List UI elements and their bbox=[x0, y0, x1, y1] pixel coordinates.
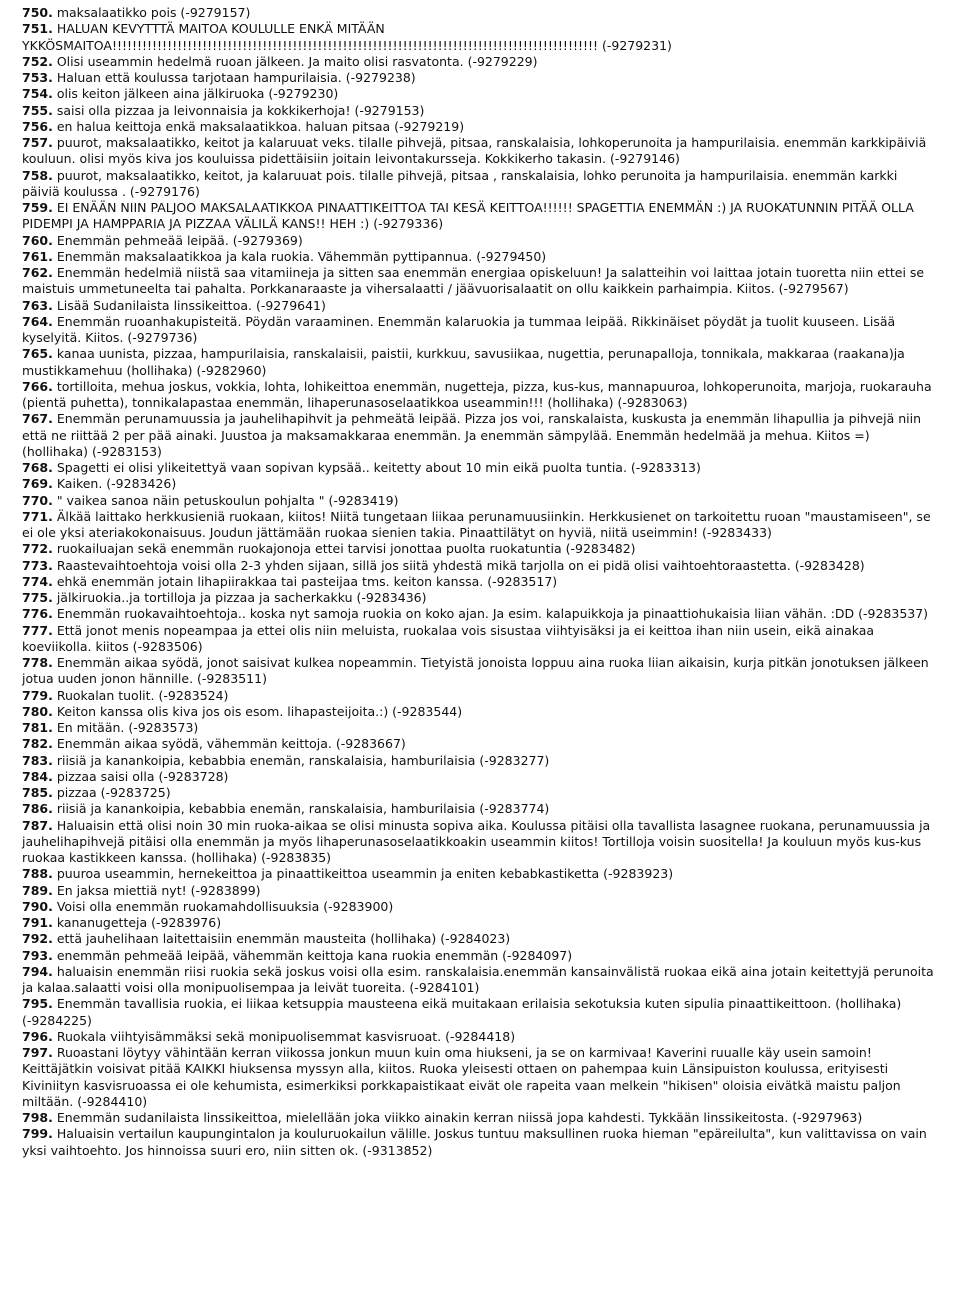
entry-text: Enemmän ruoanhakupisteitä. Pöydän varaaminen. Enemmän kalaruokia ja tummaa leipää. Rikkinäiset pöydät ja tuolit kuuseen. Lisää kyselyitä. Kiitos. (-9279736) bbox=[22, 313, 896, 345]
entry-text: Lisää Sudanilaista linssikeittoa. (-9279641) bbox=[56, 297, 326, 313]
entry-text: Spagetti ei olisi ylikeitettyä vaan sopivan kypsää.. keitetty about 10 min eikä puolta tuntia. (-9283313) bbox=[56, 460, 701, 475]
entry-number: 765. bbox=[22, 346, 53, 362]
entry-number: 751. bbox=[22, 21, 53, 37]
feedback-entry bbox=[22, 801, 938, 817]
entry-number: 780. bbox=[22, 703, 53, 719]
feedback-entry bbox=[22, 5, 938, 21]
feedback-entry bbox=[22, 476, 938, 492]
entry-text: Haluaisin vertailun kaupungintalon ja kouluruokailun välille. Joskus tuntuu maksullinen ruoka hieman "epäreilulta", kun valittavissa on vain yksi vaihtoehto. Jos hinnoissa suuri ero, niin sitten ok. (-9313852) bbox=[22, 1126, 927, 1158]
entry-text: Ruokalan tuolit. (-9283524) bbox=[56, 687, 229, 703]
entry-number: 764. bbox=[22, 313, 53, 329]
entry-number: 788. bbox=[22, 866, 53, 882]
entry-text: riisiä ja kanankoipia, kebabbia enemän, ranskalaisia, hamburilaisia (-9283277) bbox=[56, 752, 550, 768]
entry-number: 763. bbox=[22, 297, 53, 313]
entry-number: 774. bbox=[22, 573, 53, 589]
entry-number: 779. bbox=[22, 687, 53, 703]
entry-number: 773. bbox=[22, 557, 53, 573]
entry-text: ehkä enemmän jotain lihapiirakkaa tai pasteijaa tms. keiton kanssa. (-9283517) bbox=[56, 573, 558, 589]
entry-number: 762. bbox=[22, 265, 53, 280]
entry-number: 756. bbox=[22, 118, 53, 134]
feedback-entry bbox=[22, 688, 938, 704]
feedback-entry bbox=[22, 704, 938, 720]
entry-number: 755. bbox=[22, 102, 53, 118]
entry-text: Raastevaihtoehtoja voisi olla 2-3 yhden sijaan, sillä jos siitä yhdestä mikä tarjolla on ei pidä olisi vaihtoehtoraastetta. (-9283428) bbox=[56, 557, 865, 573]
entry-text: Haluan että koulussa tarjotaan hampurilaisia. (-9279238) bbox=[56, 70, 416, 85]
entry-number: 752. bbox=[22, 53, 53, 69]
feedback-entry bbox=[22, 1110, 938, 1126]
entry-number: 750. bbox=[22, 5, 53, 20]
feedback-entry bbox=[22, 265, 938, 298]
entry-number: 754. bbox=[22, 86, 53, 102]
feedback-entry bbox=[22, 70, 938, 86]
feedback-entry bbox=[22, 509, 938, 542]
entry-text: Voisi olla enemmän ruokamahdollisuuksia (-9283900) bbox=[56, 898, 394, 914]
entry-text: Että jonot menis nopeampaa ja ettei olis niin meluista, ruokalaa vois sisustaa viihtyisäksi ja ei keittoa ihan niin usein, eikä ainakaa koeviikolla. kiitos (-9283506) bbox=[22, 622, 875, 654]
entry-text: pizzaa saisi olla (-9283728) bbox=[56, 768, 229, 784]
feedback-entry bbox=[22, 460, 938, 476]
entry-number: 798. bbox=[22, 1110, 53, 1125]
entry-text: haluaisin enemmän riisi ruokia sekä joskus voisi olla esim. ranskalaisia.enemmän kansainvälistä ruokaa eikä aina jotain keitettyjä perunoita ja kalaa.salaatti voisi olla monipuolisempaa ja leivät tuoreita. (-9284101) bbox=[22, 963, 934, 995]
entry-number: 760. bbox=[22, 232, 53, 248]
feedback-entry bbox=[22, 623, 938, 656]
feedback-entry bbox=[22, 298, 938, 314]
entry-text: HALUAN KEVYTTTÄ MAITOA KOULULLE ENKÄ MITÄÄN YKKÖSMAITOA!!!!!!!!!!!!!!!!!!!!!!!!!!!!!!!!!!!!!!!!!!!!!!!!!!!!!!!!!!!!!!!!!!!!!!!!!!!!!!!!!!!!!!!!!!!!!!!!! (-9279231) bbox=[22, 21, 672, 53]
feedback-entry bbox=[22, 558, 938, 574]
feedback-entry bbox=[22, 346, 938, 379]
entry-number: 767. bbox=[22, 411, 53, 427]
entry-number: 794. bbox=[22, 963, 53, 979]
feedback-entry bbox=[22, 948, 938, 964]
feedback-entry bbox=[22, 866, 938, 882]
feedback-entry bbox=[22, 379, 938, 412]
entry-text: Enemmän aikaa syödä, vähemmän keittoja. (-9283667) bbox=[56, 736, 406, 752]
feedback-entry bbox=[22, 899, 938, 915]
feedback-entry bbox=[22, 720, 938, 736]
feedback-entry bbox=[22, 168, 938, 201]
entry-number: 783. bbox=[22, 752, 53, 768]
entry-text: EI ENÄÄN NIIN PALJOO MAKSALAATIKKOA PINAATTIKEITTOA TAI KESÄ KEITTOA!!!!!! SPAGETTIA ENEMMÄN :) JA RUOKATUNNIN PITÄÄ OLLA PIDEMPI JA HAMPPARIA JA PIZZAA VÄLILÄ KANS!! HEH :) (-9279336) bbox=[22, 200, 914, 232]
feedback-entry bbox=[22, 996, 938, 1029]
entry-number: 793. bbox=[22, 947, 53, 963]
entry-text: Haluaisin että olisi noin 30 min ruoka-aikaa se olisi minusta sopiva aika. Koulussa pitäisi olla tavallista lasagnee ruokana, perunamuussia ja jauhelihapihvejä pitäisi olla enemmän ja myös lihaperunasoselaatikkoakin useammin kiitos! Tortilloja voisin suositella! Ja kouluun myös kus-kus ruokaa kastikkeen kanssa. (hollihaka) (-9283835) bbox=[22, 817, 931, 865]
feedback-entry bbox=[22, 769, 938, 785]
feedback-entry bbox=[22, 493, 938, 509]
entry-text: puuroa useammin, hernekeittoa ja pinaattikeittoa useammin ja eniten kebabkastiketta (-9283923) bbox=[56, 866, 674, 882]
feedback-entry bbox=[22, 86, 938, 102]
entry-text: Ruoastani löytyy vähintään kerran viikossa jonkun muun kuin oma hiukseni, ja se on karmivaa! Kaverini ruualle käy usein samoin! Keittäjätkin voisivat pitää KAIKKI hiuksensa myssyn alla, kiitos. Ruoka yleisesti ottaen on pahempaa kuin Länsipuiston koulussa, erityisesti Kiviniityn kasvisruoassa ei ole kehumista, esimerkiksi porkkapaistikaat eivät ole rapeita vaan melkein "hikisen" oloisia eivätkä maistu paljon miltään. (-9284410) bbox=[22, 1045, 901, 1109]
entry-number: 796. bbox=[22, 1028, 53, 1044]
entry-text: puurot, maksalaatikko, keitot ja kalaruuat veks. tilalle pihvejä, pitsaa, ranskalaisia, lohkoperunoita ja hampurilaisia. enemmän karkkipäiviä kouluun. olisi myös kiva jos kouluissa pidettäisiin joitain leivontakursseja. Kokkikerho takasin. (-9279146) bbox=[22, 135, 927, 167]
entry-text: Enemmän sudanilaista linssikeittoa, mielellään joka viikko ainakin kerran niissä jopa kahdesti. Tykkään linssikeitosta. (-9297963) bbox=[56, 1110, 863, 1125]
entry-text: jälkiruokia..ja tortilloja ja pizzaa ja sacherkakku (-9283436) bbox=[56, 590, 427, 605]
entry-number: 776. bbox=[22, 606, 53, 622]
feedback-entry bbox=[22, 655, 938, 688]
entry-text: olis keiton jälkeen aina jälkiruoka (-9279230) bbox=[56, 86, 339, 102]
entry-text: Olisi useammin hedelmä ruoan jälkeen. Ja maito olisi rasvatonta. (-9279229) bbox=[56, 53, 538, 69]
entry-number: 789. bbox=[22, 882, 53, 898]
entry-text: kananugetteja (-9283976) bbox=[56, 915, 222, 930]
entry-text: saisi olla pizzaa ja leivonnaisia ja kokkikerhoja! (-9279153) bbox=[56, 102, 425, 118]
entry-text: Enemmän aikaa syödä, jonot saisivat kulkea nopeammin. Tietyistä jonoista loppuu aina ruoka liian aikaisin, kurja pitkän jonotuksen jälkeen jotua uuden jonon hännille. (-9283511) bbox=[22, 655, 929, 687]
feedback-entry bbox=[22, 915, 938, 931]
entry-text: En jaksa miettiä nyt! (-9283899) bbox=[56, 882, 261, 898]
entry-number: 786. bbox=[22, 801, 53, 817]
feedback-entry bbox=[22, 931, 938, 947]
entry-number: 766. bbox=[22, 378, 53, 394]
entry-number: 769. bbox=[22, 476, 53, 492]
feedback-entry bbox=[22, 200, 938, 233]
feedback-entry bbox=[22, 753, 938, 769]
feedback-entry bbox=[22, 54, 938, 70]
feedback-entry bbox=[22, 883, 938, 899]
entry-text: Ruokala viihtyisämmäksi sekä monipuolisemmat kasvisruoat. (-9284418) bbox=[56, 1028, 516, 1044]
entry-number: 771. bbox=[22, 508, 53, 524]
feedback-entry bbox=[22, 314, 938, 347]
entry-text: Enemmän ruokavaihtoehtoja.. koska nyt samoja ruokia on koko ajan. Ja esim. kalapuikkoja ja pinaattiohukaisia liian vähän. :DD (-9283537) bbox=[56, 606, 929, 622]
entry-text: riisiä ja kanankoipia, kebabbia enemän, ranskalaisia, hamburilaisia (-9283774) bbox=[56, 801, 550, 817]
feedback-entry bbox=[22, 119, 938, 135]
entry-number: 791. bbox=[22, 915, 53, 930]
feedback-entry bbox=[22, 103, 938, 119]
entry-number: 758. bbox=[22, 167, 53, 183]
entry-number: 753. bbox=[22, 70, 53, 85]
entry-text: Enemmän pehmeää leipää. (-9279369) bbox=[56, 232, 303, 248]
entry-text: tortilloita, mehua joskus, vokkia, lohta, lohikeittoa enemmän, nugetteja, pizza, kus-kus, mannapuuroa, lohkoperunoita, marjoja, ruokarauha (pientä puhetta), tonnikalapastaa enemmän, lihaperunasoselaatikkoa useammin!!! (hollihaka) (-9283063) bbox=[22, 378, 932, 410]
entry-text: " vaikea sanoa näin petuskoulun pohjalta " (-9283419) bbox=[56, 492, 399, 508]
entry-text: enemmän pehmeää leipää, vähemmän keittoja kana ruokia enemmän (-9284097) bbox=[56, 947, 573, 963]
feedback-entry bbox=[22, 1126, 938, 1159]
entry-text: pizzaa (-9283725) bbox=[56, 785, 171, 800]
entry-number: 781. bbox=[22, 720, 53, 735]
entry-text: Enemmän tavallisia ruokia, ei liikaa ketsuppia mausteena eikä muitakaan erilaisia sekotuksia kuten sipulia pinaattikeittoon. (hollihaka) (-9284225) bbox=[22, 996, 902, 1028]
entry-number: 797. bbox=[22, 1045, 53, 1060]
feedback-entry bbox=[22, 785, 938, 801]
entry-number: 799. bbox=[22, 1126, 53, 1142]
feedback-entry bbox=[22, 606, 938, 622]
feedback-entry bbox=[22, 249, 938, 265]
entry-text: Kaiken. (-9283426) bbox=[56, 476, 177, 492]
entry-text: Enemmän maksalaatikkoa ja kala ruokia. Vähemmän pyttipannua. (-9279450) bbox=[56, 248, 547, 264]
feedback-entry bbox=[22, 736, 938, 752]
entry-number: 787. bbox=[22, 817, 53, 833]
entry-text: En mitään. (-9283573) bbox=[56, 720, 199, 735]
entry-text: kanaa uunista, pizzaa, hampurilaisia, ranskalaisii, paistii, kurkkuu, savusiikaa, nugettia, perunapalloja, tonnikala, makkaraa (raakana)ja mustikkamehuu (hollihaka) (-9282960) bbox=[22, 346, 905, 378]
entry-number: 770. bbox=[22, 492, 53, 508]
feedback-entry bbox=[22, 818, 938, 867]
entry-number: 777. bbox=[22, 622, 53, 638]
feedback-entry bbox=[22, 21, 938, 54]
feedback-entry bbox=[22, 541, 938, 557]
entry-number: 782. bbox=[22, 736, 53, 752]
entry-text: Älkää laittako herkkusieniä ruokaan, kiitos! Niitä tungetaan liikaa perunamuusiinkin. Herkkusienet on tarkoitettu ruoan "maustamiseen", se ei ole yksi ateriakokonaisuus. Joudun jättämään ruokaa sienien takia. Pinaattilätyt on hyviä, niitä useimmin! (-9283433) bbox=[22, 508, 931, 540]
entry-number: 785. bbox=[22, 785, 53, 800]
entry-number: 775. bbox=[22, 590, 53, 605]
entry-number: 768. bbox=[22, 460, 53, 475]
entry-text: että jauhelihaan laitettaisiin enemmän mausteita (hollihaka) (-9284023) bbox=[56, 931, 511, 947]
entry-number: 772. bbox=[22, 541, 53, 557]
feedback-entry bbox=[22, 411, 938, 460]
entry-text: Enemmän perunamuussia ja jauhelihapihvit ja pehmeätä leipää. Pizza jos voi, ranskalaista, kuskusta ja enemmän lihapullia ja pihvejä niin että ne riittää 2 per pää ainaki. Juustoa ja maksamakkaraa enemmän. Ja enemmän sämpylää. Enemmän hedelmää ja mehua. Kiitos =) (hollihaka) (-9283153) bbox=[22, 411, 921, 459]
feedback-entry bbox=[22, 1045, 938, 1110]
entry-number: 792. bbox=[22, 931, 53, 947]
entry-text: puurot, maksalaatikko, keitot, ja kalaruuat pois. tilalle pihvejä, pitsaa , ranskalaisia, lohko perunoita ja hampurilaisia. enemmän karkki päiviä koulussa . (-9279176) bbox=[22, 167, 898, 199]
entry-text: en halua keittoja enkä maksalaatikkoa. haluan pitsaa (-9279219) bbox=[56, 118, 465, 134]
entry-text: maksalaatikko pois (-9279157) bbox=[56, 5, 251, 20]
entry-number: 784. bbox=[22, 768, 53, 784]
entry-number: 795. bbox=[22, 996, 53, 1012]
feedback-entry bbox=[22, 590, 938, 606]
entry-text: ruokailuajan sekä enemmän ruokajonoja ettei tarvisi jonottaa puolta ruokatuntia (-9283482) bbox=[56, 541, 636, 557]
feedback-entry bbox=[22, 574, 938, 590]
entry-text: Enemmän hedelmiä niistä saa vitamiineja ja sitten saa enemmän energiaa opiskeluun! Ja salatteihin voi laittaa jotain tuoretta niin ettei se maistuis ummetuneelta tai pahalta. Porkkanaraaste ja vihersalaatti / jäävuorisalaatit on ollu kaikkein parhaimpia. Kiitos. (-9279567) bbox=[22, 265, 925, 297]
entry-number: 790. bbox=[22, 898, 53, 914]
feedback-entry bbox=[22, 135, 938, 168]
feedback-entry bbox=[22, 233, 938, 249]
entry-number: 761. bbox=[22, 248, 53, 264]
entry-number: 757. bbox=[22, 135, 53, 150]
entry-number: 778. bbox=[22, 655, 53, 670]
entry-number: 759. bbox=[22, 200, 53, 215]
feedback-entry bbox=[22, 1029, 938, 1045]
entry-text: Keiton kanssa olis kiva jos ois esom. lihapasteijoita.:) (-9283544) bbox=[56, 703, 463, 719]
feedback-entry bbox=[22, 964, 938, 997]
